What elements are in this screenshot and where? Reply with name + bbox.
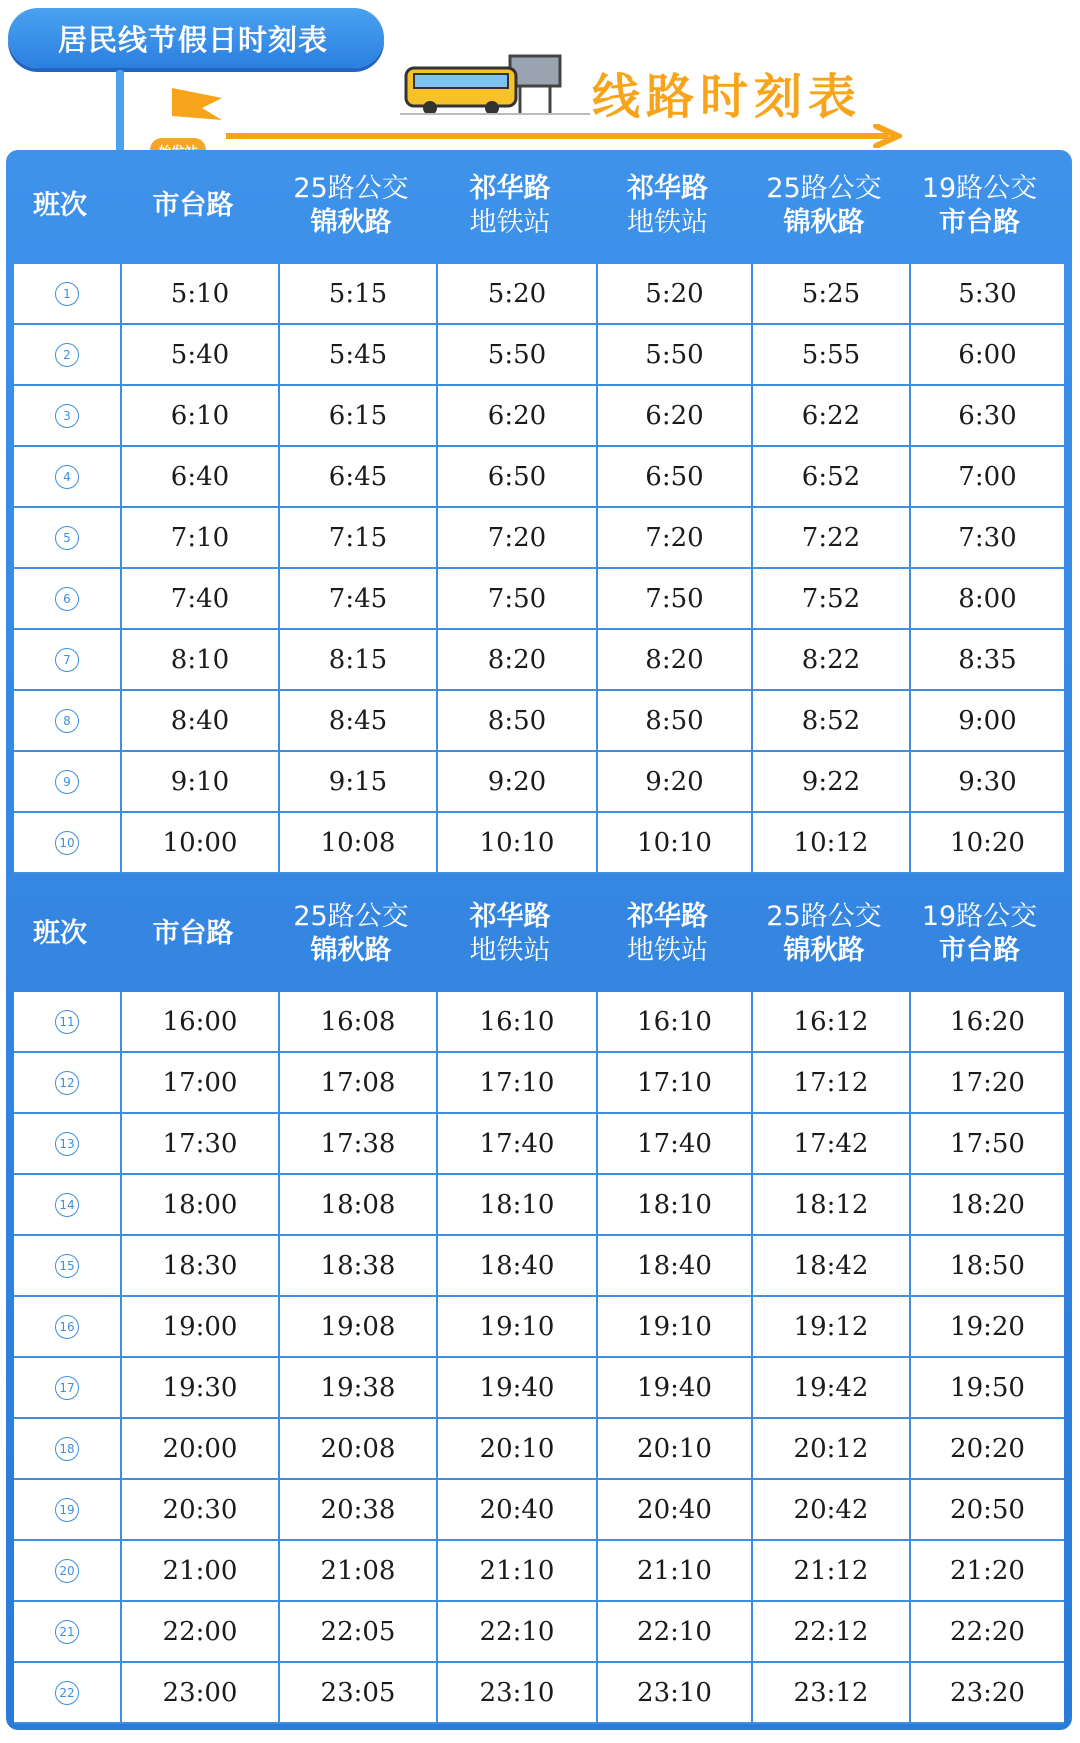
header-metro-station: 地铁站 xyxy=(627,935,708,966)
shift-number: 8 xyxy=(55,709,79,733)
time-cell: 22:05 xyxy=(280,1602,438,1661)
time-cell: 19:10 xyxy=(438,1297,598,1356)
time-cell: 7:20 xyxy=(598,508,753,567)
time-cell: 9:20 xyxy=(598,752,753,811)
time-cell: 17:00 xyxy=(122,1053,280,1112)
time-cell: 6:30 xyxy=(958,400,1017,431)
table-body-morning xyxy=(14,264,1064,874)
time-cell: 8:10 xyxy=(122,630,280,689)
time-cell: 21:10 xyxy=(598,1541,753,1600)
time-cell: 8:45 xyxy=(280,691,438,750)
time-cell: 8:50 xyxy=(598,691,753,750)
header-jinqiu-road: 锦秋路 xyxy=(783,207,865,238)
header-shitai-road: 市台路 xyxy=(152,190,234,221)
table-body-evening xyxy=(14,992,1064,1724)
time-cell: 19:08 xyxy=(280,1297,438,1356)
time-cell: 20:30 xyxy=(122,1480,280,1539)
time-cell: 7:40 xyxy=(122,569,280,628)
time-cell: 17:12 xyxy=(753,1053,911,1112)
shift-number: 13 xyxy=(55,1132,79,1156)
time-cell: 5:50 xyxy=(438,325,598,384)
time-cell: 6:20 xyxy=(438,386,598,445)
time-cell: 5:20 xyxy=(438,264,598,323)
shift-number: 18 xyxy=(55,1437,79,1461)
time-cell: 17:08 xyxy=(280,1053,438,1112)
time-cell: 19:30 xyxy=(122,1358,280,1417)
time-cell: 9:15 xyxy=(280,752,438,811)
time-cell: 5:30 xyxy=(958,278,1017,309)
header-qihua-road: 祁华路 xyxy=(469,173,551,204)
time-cell: 18:40 xyxy=(598,1236,753,1295)
time-cell: 19:38 xyxy=(280,1358,438,1417)
header-shitai-road: 市台路 xyxy=(152,918,234,949)
time-cell: 6:52 xyxy=(753,447,911,506)
header-bus25: 25路公交 xyxy=(766,173,882,204)
shift-number: 21 xyxy=(55,1620,79,1644)
shift-number: 20 xyxy=(55,1559,79,1583)
time-cell: 17:10 xyxy=(438,1053,598,1112)
time-cell: 16:00 xyxy=(122,992,280,1051)
time-cell: 5:10 xyxy=(122,264,280,323)
time-cell: 18:08 xyxy=(280,1175,438,1234)
header-shift: 班次 xyxy=(33,190,87,221)
time-cell: 18:20 xyxy=(950,1189,1025,1220)
time-cell: 6:50 xyxy=(438,447,598,506)
table-row xyxy=(14,1114,1064,1175)
table-row xyxy=(14,992,1064,1053)
time-cell: 16:20 xyxy=(950,1006,1025,1037)
time-cell: 10:08 xyxy=(280,813,438,872)
time-cell: 6:15 xyxy=(280,386,438,445)
time-cell: 17:10 xyxy=(598,1053,753,1112)
time-cell: 8:50 xyxy=(438,691,598,750)
table-row xyxy=(14,508,1064,569)
shift-number: 16 xyxy=(55,1315,79,1339)
shift-number: 11 xyxy=(55,1010,79,1034)
time-cell: 7:22 xyxy=(753,508,911,567)
time-cell: 5:50 xyxy=(598,325,753,384)
time-cell: 20:38 xyxy=(280,1480,438,1539)
time-cell: 22:10 xyxy=(438,1602,598,1661)
time-cell: 6:22 xyxy=(753,386,911,445)
time-cell: 8:00 xyxy=(958,583,1017,614)
time-cell: 6:50 xyxy=(598,447,753,506)
table-row xyxy=(14,386,1064,447)
table-row xyxy=(14,813,1064,874)
time-cell: 23:12 xyxy=(753,1663,911,1722)
header-qihua-road: 祁华路 xyxy=(469,901,551,932)
header-metro-station: 地铁站 xyxy=(469,935,551,966)
shift-number: 12 xyxy=(55,1071,79,1095)
time-cell: 18:12 xyxy=(753,1175,911,1234)
time-cell: 19:40 xyxy=(438,1358,598,1417)
time-cell: 5:15 xyxy=(280,264,438,323)
time-cell: 9:10 xyxy=(122,752,280,811)
time-cell: 19:42 xyxy=(753,1358,911,1417)
time-cell: 21:20 xyxy=(950,1555,1025,1586)
shift-number: 22 xyxy=(55,1681,79,1705)
table-row xyxy=(14,264,1064,325)
time-cell: 5:40 xyxy=(122,325,280,384)
time-cell: 7:00 xyxy=(958,461,1017,492)
time-cell: 7:52 xyxy=(753,569,911,628)
time-cell: 19:00 xyxy=(122,1297,280,1356)
table-header-evening xyxy=(6,878,1072,990)
shift-number: 17 xyxy=(55,1376,79,1400)
route-title: 线路时刻表 xyxy=(592,69,863,125)
header-qihua-road: 祁华路 xyxy=(627,901,708,932)
time-cell: 8:40 xyxy=(122,691,280,750)
time-cell: 20:10 xyxy=(438,1419,598,1478)
time-cell: 9:30 xyxy=(958,766,1017,797)
time-cell: 9:22 xyxy=(753,752,911,811)
time-cell: 22:10 xyxy=(598,1602,753,1661)
header-bus25: 25路公交 xyxy=(293,173,409,204)
time-cell: 5:55 xyxy=(753,325,911,384)
time-cell: 18:00 xyxy=(122,1175,280,1234)
shift-number: 15 xyxy=(55,1254,79,1278)
table-row xyxy=(14,691,1064,752)
table-row xyxy=(14,1419,1064,1480)
time-cell: 20:12 xyxy=(753,1419,911,1478)
time-cell: 16:10 xyxy=(438,992,598,1051)
shift-number: 14 xyxy=(55,1193,79,1217)
shift-number: 3 xyxy=(55,404,79,428)
time-cell: 8:15 xyxy=(280,630,438,689)
shift-number: 19 xyxy=(55,1498,79,1522)
header-bus25: 25路公交 xyxy=(293,901,409,932)
flag-pole xyxy=(116,70,124,160)
time-cell: 17:38 xyxy=(280,1114,438,1173)
table-row xyxy=(14,1541,1064,1602)
time-cell: 10:10 xyxy=(438,813,598,872)
table-row xyxy=(14,1358,1064,1419)
table-row xyxy=(14,1663,1064,1724)
table-row xyxy=(14,1053,1064,1114)
header-jinqiu-road: 锦秋路 xyxy=(310,207,392,238)
time-cell: 5:20 xyxy=(598,264,753,323)
header-shift: 班次 xyxy=(33,918,87,949)
table-row xyxy=(14,630,1064,691)
time-cell: 8:20 xyxy=(438,630,598,689)
time-cell: 8:35 xyxy=(958,644,1017,675)
time-cell: 17:40 xyxy=(438,1114,598,1173)
time-cell: 19:20 xyxy=(950,1311,1025,1342)
table-row xyxy=(14,325,1064,386)
time-cell: 21:10 xyxy=(438,1541,598,1600)
time-cell: 20:40 xyxy=(438,1480,598,1539)
time-cell: 5:25 xyxy=(753,264,911,323)
table-row xyxy=(14,1236,1064,1297)
time-cell: 23:10 xyxy=(438,1663,598,1722)
time-cell: 20:00 xyxy=(122,1419,280,1478)
time-cell: 17:20 xyxy=(950,1067,1025,1098)
time-cell: 10:00 xyxy=(122,813,280,872)
shift-number: 5 xyxy=(55,526,79,550)
time-cell: 6:40 xyxy=(122,447,280,506)
time-cell: 7:45 xyxy=(280,569,438,628)
timetable xyxy=(6,150,1072,1730)
time-cell: 16:12 xyxy=(753,992,911,1051)
time-cell: 7:15 xyxy=(280,508,438,567)
time-cell: 20:42 xyxy=(753,1480,911,1539)
shift-number: 7 xyxy=(55,648,79,672)
time-cell: 18:30 xyxy=(122,1236,280,1295)
table-row xyxy=(14,569,1064,630)
time-cell: 18:38 xyxy=(280,1236,438,1295)
time-cell: 16:10 xyxy=(598,992,753,1051)
time-cell: 9:00 xyxy=(958,705,1017,736)
header-jinqiu-road: 锦秋路 xyxy=(310,935,392,966)
time-cell: 18:40 xyxy=(438,1236,598,1295)
table-row xyxy=(14,752,1064,813)
header-shitai-road: 市台路 xyxy=(939,207,1020,238)
shift-number: 4 xyxy=(55,465,79,489)
header-bus19: 19路公交 xyxy=(921,901,1038,932)
time-cell: 17:30 xyxy=(122,1114,280,1173)
time-cell: 18:50 xyxy=(950,1250,1025,1281)
table-row xyxy=(14,1602,1064,1663)
header-bus25: 25路公交 xyxy=(766,901,882,932)
bus-icon xyxy=(400,54,590,116)
header-bus19: 19路公交 xyxy=(921,173,1038,204)
time-cell: 7:10 xyxy=(122,508,280,567)
table-row xyxy=(14,1297,1064,1358)
time-cell: 22:12 xyxy=(753,1602,911,1661)
time-cell: 7:30 xyxy=(958,522,1017,553)
table-header-morning xyxy=(6,150,1072,262)
time-cell: 20:20 xyxy=(950,1433,1025,1464)
time-cell: 7:20 xyxy=(438,508,598,567)
time-cell: 8:20 xyxy=(598,630,753,689)
header-metro-station: 地铁站 xyxy=(469,207,551,238)
time-cell: 22:20 xyxy=(950,1616,1025,1647)
header-shitai-road: 市台路 xyxy=(939,935,1020,966)
time-cell: 20:08 xyxy=(280,1419,438,1478)
flag-icon xyxy=(172,88,222,128)
time-cell: 5:45 xyxy=(280,325,438,384)
time-cell: 21:08 xyxy=(280,1541,438,1600)
header-jinqiu-road: 锦秋路 xyxy=(783,935,865,966)
timetable-badge: 居民线节假日时刻表 xyxy=(8,8,384,68)
time-cell: 21:12 xyxy=(753,1541,911,1600)
time-cell: 8:22 xyxy=(753,630,911,689)
time-cell: 7:50 xyxy=(598,569,753,628)
time-cell: 10:20 xyxy=(950,827,1025,858)
time-cell: 9:20 xyxy=(438,752,598,811)
shift-number: 9 xyxy=(55,770,79,794)
time-cell: 18:10 xyxy=(438,1175,598,1234)
table-row xyxy=(14,447,1064,508)
time-cell: 16:08 xyxy=(280,992,438,1051)
header-qihua-road: 祁华路 xyxy=(627,173,708,204)
time-cell: 23:10 xyxy=(598,1663,753,1722)
time-cell: 6:20 xyxy=(598,386,753,445)
time-cell: 8:52 xyxy=(753,691,911,750)
shift-number: 2 xyxy=(55,343,79,367)
shift-number: 1 xyxy=(55,282,79,306)
time-cell: 18:42 xyxy=(753,1236,911,1295)
time-cell: 19:50 xyxy=(950,1372,1025,1403)
time-cell: 20:50 xyxy=(950,1494,1025,1525)
time-cell: 20:40 xyxy=(598,1480,753,1539)
time-cell: 19:10 xyxy=(598,1297,753,1356)
shift-number: 10 xyxy=(55,831,79,855)
time-cell: 23:05 xyxy=(280,1663,438,1722)
time-cell: 17:42 xyxy=(753,1114,911,1173)
time-cell: 19:40 xyxy=(598,1358,753,1417)
time-cell: 7:50 xyxy=(438,569,598,628)
time-cell: 17:40 xyxy=(598,1114,753,1173)
time-cell: 23:20 xyxy=(950,1677,1025,1708)
time-cell: 18:10 xyxy=(598,1175,753,1234)
time-cell: 20:10 xyxy=(598,1419,753,1478)
time-cell: 21:00 xyxy=(122,1541,280,1600)
time-cell: 6:45 xyxy=(280,447,438,506)
shift-number: 6 xyxy=(55,587,79,611)
time-cell: 6:00 xyxy=(958,339,1017,370)
time-cell: 22:00 xyxy=(122,1602,280,1661)
time-cell: 19:12 xyxy=(753,1297,911,1356)
header-metro-station: 地铁站 xyxy=(627,207,708,238)
time-cell: 10:10 xyxy=(598,813,753,872)
table-row xyxy=(14,1175,1064,1236)
table-row xyxy=(14,1480,1064,1541)
time-cell: 17:50 xyxy=(950,1128,1025,1159)
time-cell: 23:00 xyxy=(122,1663,280,1722)
time-cell: 10:12 xyxy=(753,813,911,872)
time-cell: 6:10 xyxy=(122,386,280,445)
arrow-icon xyxy=(226,124,902,148)
